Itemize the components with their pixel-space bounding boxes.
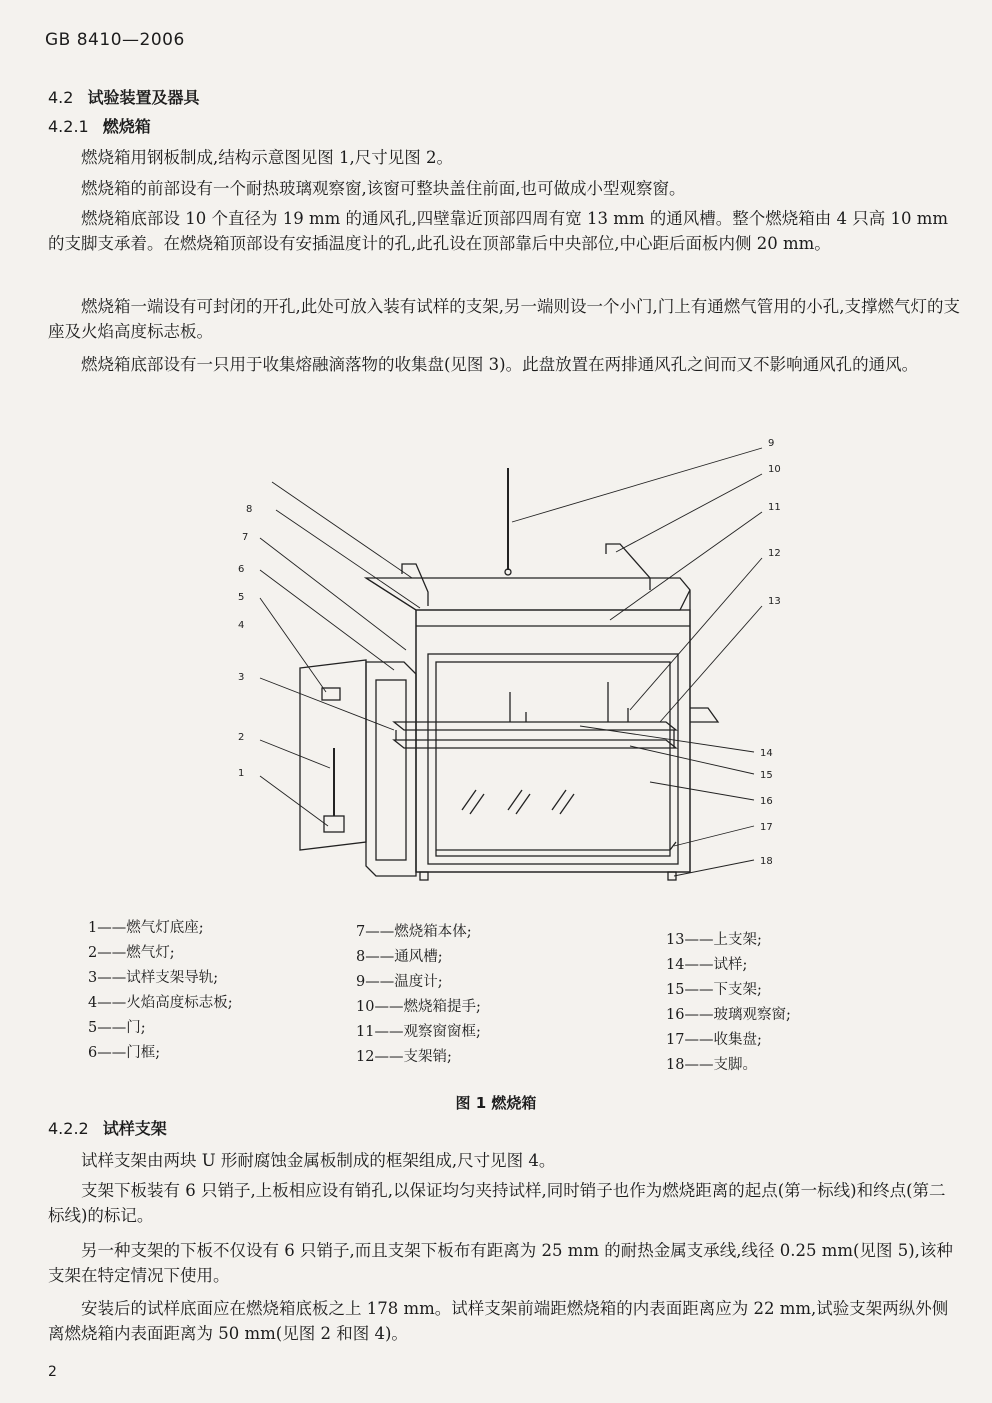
paragraph: 燃烧箱底部设 10 个直径为 19 mm 的通风孔,四壁靠近顶部四周有宽 13 mm 的通风槽。整个燃烧箱由 4 只高 10 mm 的支脚支承着。在燃烧箱顶部设有安插温度计的孔,此孔设在顶部靠后中央部位,中心距后面板内侧 20 mm。 xyxy=(48,209,949,253)
legend-item: 18——支脚。 xyxy=(666,1057,757,1073)
collecting-tray xyxy=(436,842,676,850)
section-heading-4-2-1 xyxy=(48,114,151,137)
legend-item: 17——收集盘; xyxy=(666,1032,762,1048)
callout-2: 2 xyxy=(238,732,245,743)
section-title: 试样支架 xyxy=(102,1119,167,1138)
legend-item: 4——火焰高度标志板; xyxy=(88,995,233,1011)
burner-base xyxy=(324,816,344,832)
paragraph: 另一种支架的下板不仅设有 6 只销子,而且支架下板布有距离为 25 mm 的耐热金属支承线,线径 0.25 mm(见图 5),该种支架在特定情况下使用。 xyxy=(48,1241,953,1285)
legend-item: 13——上支架; xyxy=(666,932,762,948)
page-number: 2 xyxy=(48,1364,57,1380)
paragraph: 燃烧箱一端设有可封闭的开孔,此处可放入装有试样的支架,另一端则设一个小门,门上有通燃气管用的小孔,支撑燃气灯的支座及火焰高度标志板。 xyxy=(48,297,960,341)
combustion-box-diagram xyxy=(180,430,820,910)
callout-14: 14 xyxy=(760,748,773,759)
paragraph: 燃烧箱的前部设有一个耐热玻璃观察窗,该窗可整块盖住前面,也可做成小型观察窗。 xyxy=(81,179,686,198)
callout-1: 1 xyxy=(238,768,245,779)
paragraph: 燃烧箱用钢板制成,结构示意图见图 1,尺寸见图 2。 xyxy=(81,148,453,167)
section-heading-4-2-2 xyxy=(48,1116,167,1139)
paragraph: 安装后的试样底面应在燃烧箱底板之上 178 mm。试样支架前端距燃烧箱的内表面距离应为 22 mm,试验支架两纵外侧离燃烧箱内表面距离为 50 mm(见图 2 和图 4)。 xyxy=(48,1299,949,1343)
legend-item: 1——燃气灯底座; xyxy=(88,920,204,936)
section-number: 4.2 xyxy=(48,88,74,107)
callout-3: 3 xyxy=(238,672,245,683)
handle-right xyxy=(606,544,650,590)
legend-item: 16——玻璃观察窗; xyxy=(666,1007,791,1023)
callout-12: 12 xyxy=(768,548,781,559)
section-title: 试验装置及器具 xyxy=(87,88,200,107)
paragraph: 试样支架由两块 U 形耐腐蚀金属板制成的框架组成,尺寸见图 4。 xyxy=(81,1151,556,1170)
box-top-edge xyxy=(366,578,690,610)
callout-8: 8 xyxy=(246,504,253,515)
legend-item: 10——燃烧箱提手; xyxy=(356,999,481,1015)
callout-11: 11 xyxy=(768,502,781,513)
box-body-outline xyxy=(366,578,690,872)
section-title: 燃烧箱 xyxy=(102,117,151,136)
legend-item: 3——试样支架导轨; xyxy=(88,970,219,986)
callout-7: 7 xyxy=(242,532,249,543)
callout-18: 18 xyxy=(760,856,773,867)
section-number: 4.2.1 xyxy=(48,117,89,136)
callout-6: 6 xyxy=(238,564,245,575)
legend-column-1 xyxy=(88,916,233,1066)
callout-16: 16 xyxy=(760,796,773,807)
legend-item: 2——燃气灯; xyxy=(88,945,175,961)
handle-left xyxy=(402,564,428,606)
legend-item: 7——燃烧箱本体; xyxy=(356,924,472,940)
section-number: 4.2.2 xyxy=(48,1119,89,1138)
paragraph: 支架下板装有 6 只销子,上板相应设有销孔,以保证均匀夹持试样,同时销子也作为燃烧距离的起点(第一标线)和终点(第二标线)的标记。 xyxy=(48,1181,946,1225)
figure-caption: 图 1 燃烧箱 xyxy=(455,1094,537,1112)
standard-number: GB 8410—2006 xyxy=(45,30,185,50)
legend-item: 11——观察窗窗框; xyxy=(356,1024,481,1040)
legend-item: 6——门框; xyxy=(88,1045,161,1061)
legend-item: 5——门; xyxy=(88,1020,146,1036)
paragraph: 燃烧箱底部设有一只用于收集熔融滴落物的收集盘(见图 3)。此盘放置在两排通风孔之间而又不影响通风孔的通风。 xyxy=(81,355,919,374)
callout-4: 4 xyxy=(238,620,245,631)
callout-9: 9 xyxy=(768,438,775,449)
legend-item: 8——通风槽; xyxy=(356,949,443,965)
legend-item: 14——试样; xyxy=(666,957,748,973)
legend-column-2 xyxy=(356,920,481,1070)
callout-13: 13 xyxy=(768,596,781,607)
legend-column-3 xyxy=(666,928,791,1078)
legend-item: 15——下支架; xyxy=(666,982,762,998)
callout-5: 5 xyxy=(238,592,245,603)
section-heading-4-2 xyxy=(48,85,199,108)
legend-item: 12——支架销; xyxy=(356,1049,452,1065)
callout-17: 17 xyxy=(760,822,773,833)
observation-window-frame xyxy=(428,654,678,864)
callout-10: 10 xyxy=(768,464,781,475)
callout-15: 15 xyxy=(760,770,773,781)
door-frame xyxy=(366,662,416,876)
legend-item: 9——温度计; xyxy=(356,974,443,990)
